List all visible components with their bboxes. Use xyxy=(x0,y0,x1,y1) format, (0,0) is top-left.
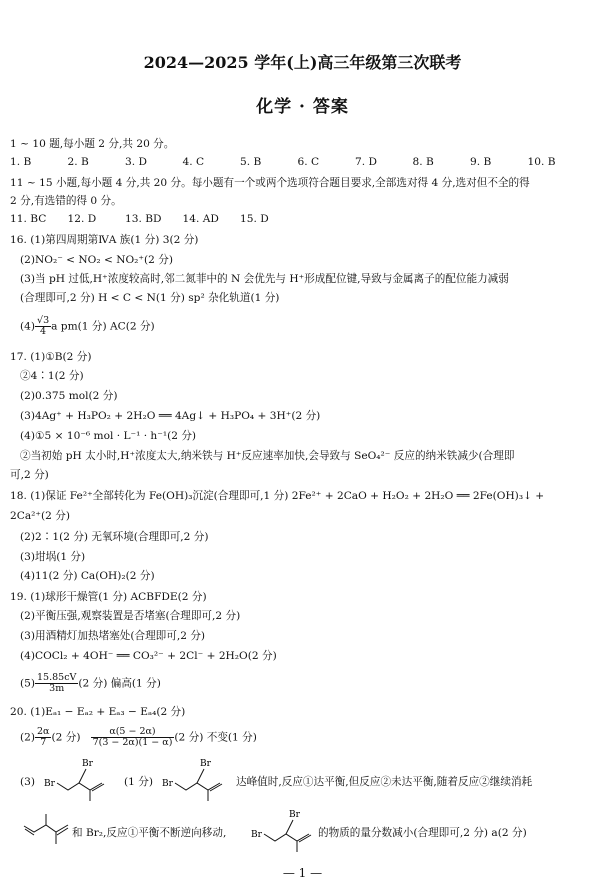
mc-answers xyxy=(10,156,585,168)
q17-line-6: ②当初始 pH 太小时,H⁺浓度太大,纳米铁与 H⁺反应速率加快,会导致与 SeO₄²⁻ 反应的纳米铁减少(合理即 xyxy=(20,450,515,462)
multi-instructions-1: 11 ~ 15 小题,每小题 4 分,共 20 分。每小题有一个或两个选项符合题目要求,全部选对得 4 分,选对但不全的得 xyxy=(10,177,530,189)
structure-diene-diagram xyxy=(22,812,72,856)
q20-line-3-text: 达峰值时,反应①达平衡,但反应②未达平衡,随着反应②继续消耗 xyxy=(236,776,533,788)
q18-line-3: (2)2∶1(2 分) 无氧环境(合理即可,2 分) xyxy=(20,531,209,543)
answer-9: 9. B xyxy=(470,156,492,168)
answer-3: 3. D xyxy=(125,156,147,168)
answer-7: 7. D xyxy=(355,156,377,168)
q19-line-3: (3)用酒精灯加热堵塞处(合理即可,2 分) xyxy=(20,630,206,642)
q17-line-2: ②4∶1(2 分) xyxy=(20,370,84,382)
q18-line-4: (3)坩埚(1 分) xyxy=(20,551,86,563)
q18-line-5: (4)11(2 分) Ca(OH)₂(2 分) xyxy=(20,570,155,582)
mc-instructions: 1 ~ 10 题,每小题 2 分,共 20 分。 xyxy=(10,138,175,150)
q16-line-5: (4) $\frac{√3}{4}$ a pm(1 分) AC(2 分) xyxy=(20,315,155,337)
svg-text:Br: Br xyxy=(289,810,300,820)
structure-2-dibromide-diagram xyxy=(160,755,242,803)
q19-line-2: (2)平衡压强,观察装置是否堵塞(合理即可,2 分) xyxy=(20,610,241,622)
q16-line-2: (2)NO₂⁻ < NO₂ < NO₂⁺(2 分) xyxy=(20,254,173,266)
svg-text:Br: Br xyxy=(251,830,262,840)
q18-line-1: 18. (1)保证 Fe²⁺全部转化为 Fe(OH)₃沉淀(合理即可,1 分) 2Fe²⁺ + 2CaO + H₂O₂ + 2H₂O ══ 2Fe(OH)₃↓ + xyxy=(10,490,545,502)
answer-14: 14. AD xyxy=(182,213,219,225)
page-subtitle: 化学 · 答案 xyxy=(256,97,349,117)
answer-5: 5. B xyxy=(240,156,262,168)
svg-text:Br: Br xyxy=(200,759,211,769)
fraction: $\frac{15.85cV}{3m}$ xyxy=(37,672,77,694)
answer-10: 10. B xyxy=(527,156,556,168)
q20-line-2: (2) $\frac{2\alpha}{7}$ (2 分) $\frac{\alpha(5 - 2\alpha)}{7(3 - 2\alpha)(1 - \alpha)}$ (2 分) 不变(1 分) xyxy=(20,726,257,748)
q17-line-4: (3)4Ag⁺ + H₃PO₂ + 2H₂O ══ 4Ag↓ + H₃PO₄ + 3H⁺(2 分) xyxy=(20,410,321,422)
q20-line-3-score: (1 分) xyxy=(124,776,153,788)
q19-line-4: (4)COCl₂ + 4OH⁻ ══ CO₃²⁻ + 2Cl⁻ + 2H₂O(2 分) xyxy=(20,650,277,662)
q20-line-4-text: 和 Br₂,反应①平衡不断逆向移动, xyxy=(72,827,227,839)
answer-4: 4. C xyxy=(182,156,205,168)
q20-line-4-tail: 的物质的量分数减小(合理即可,2 分) a(2 分) xyxy=(318,827,527,839)
answer-12: 12. D xyxy=(67,213,97,225)
multi-answers xyxy=(10,213,298,225)
answer-1: 1. B xyxy=(10,156,32,168)
q19-line-5: (5) $\frac{15.85cV}{3m}$ (2 分) 偏高(1 分) xyxy=(20,672,161,694)
q20-line-3-prefix: (3) xyxy=(20,776,36,788)
answer-11: 11. BC xyxy=(10,213,47,225)
structure-1-dibromide-diagram xyxy=(42,755,124,803)
q17-line-5: (4)①5 × 10⁻⁶ mol · L⁻¹ · h⁻¹(2 分) xyxy=(20,430,197,442)
q18-line-2: 2Ca²⁺(2 分) xyxy=(10,510,70,522)
multi-instructions-2: 2 分,有选错的得 0 分。 xyxy=(10,195,122,207)
svg-text:Br: Br xyxy=(82,759,93,769)
page-title: 2024—2025 学年(上)高三年级第三次联考 xyxy=(143,53,462,72)
q17-line-3: (2)0.375 mol(2 分) xyxy=(20,390,118,402)
answer-6: 6. C xyxy=(297,156,320,168)
q20-line-1: 20. (1)Eₐ₁ − Eₐ₂ + Eₐ₃ − Eₐ₄(2 分) xyxy=(10,706,186,718)
fraction: $\frac{2\alpha}{7}$ xyxy=(37,726,50,748)
q17-line-7: 可,2 分) xyxy=(10,469,49,481)
answer-8: 8. B xyxy=(412,156,434,168)
q17-line-1: 17. (1)①B(2 分) xyxy=(10,351,92,363)
answer-13: 13. BD xyxy=(125,213,162,225)
fraction: $\frac{\alpha(5 - 2\alpha)}{7(3 - 2\alpha)(1 - \alpha)}$ xyxy=(92,726,173,748)
q16-line-3: (3)当 pH 过低,H⁺浓度较高时,邻二氮菲中的 N 会优先与 H⁺形成配位键,导致与金属离子的配位能力减弱 xyxy=(20,273,509,285)
answer-15: 15. D xyxy=(240,213,269,225)
q16-line-1: 16. (1)第四周期第ⅣA 族(1 分) 3(2 分) xyxy=(10,234,199,246)
svg-text:Br: Br xyxy=(162,779,173,789)
q16-line-4: (合理即可,2 分) H < C < N(1 分) sp² 杂化轨道(1 分) xyxy=(20,292,280,304)
answer-2: 2. B xyxy=(67,156,89,168)
page-number: — 1 — xyxy=(282,866,323,880)
q19-line-1: 19. (1)球形干燥管(1 分) ACBFDE(2 分) xyxy=(10,591,207,603)
svg-text:Br: Br xyxy=(44,779,55,789)
fraction: $\frac{√3}{4}$ xyxy=(37,315,50,337)
